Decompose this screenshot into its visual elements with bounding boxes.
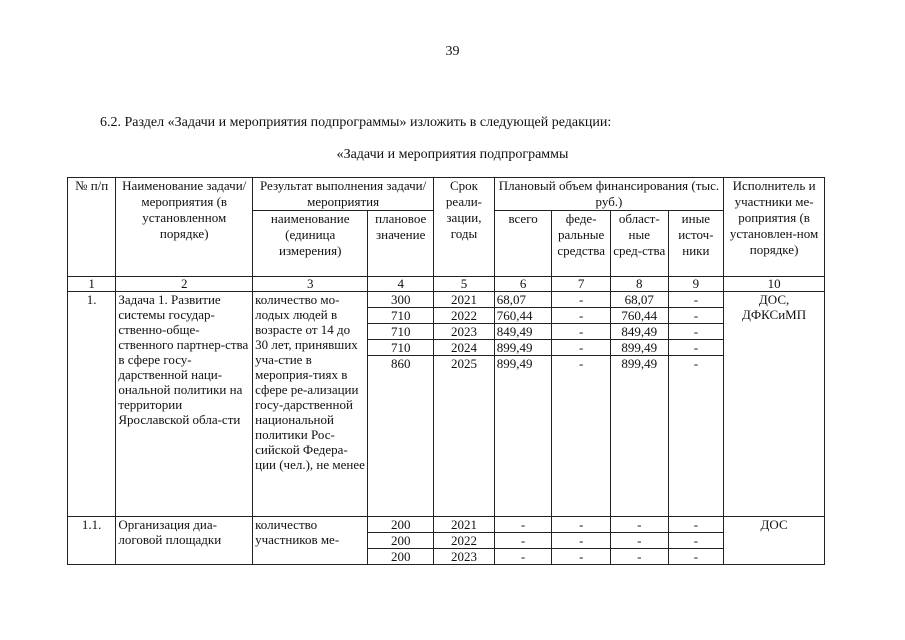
table-row — [68, 292, 825, 308]
year: 2024 — [434, 340, 495, 356]
column-number: 4 — [368, 277, 434, 292]
row-name: Задача 1. Развитие системы государ-ственно-обще-ственного партнер-ства в сфере госу-дарственной наци-ональной политики на территории Ярославской обла-сти — [116, 292, 253, 517]
fin-other: - — [668, 340, 724, 356]
fin-total: - — [494, 517, 552, 533]
header-term: Срок реали-зации, годы — [434, 178, 495, 277]
fin-regional: 760,44 — [610, 308, 668, 324]
column-number: 10 — [724, 277, 825, 292]
plan-value: 710 — [368, 324, 434, 340]
row-executor: ДОС — [724, 517, 825, 565]
fin-other: - — [668, 292, 724, 308]
header-fin-other: иные источ-ники — [668, 211, 724, 277]
fin-total: 68,07 — [494, 292, 552, 308]
row-num: 1.1. — [68, 517, 116, 565]
header-num: № п/п — [68, 178, 116, 277]
header-result-plan: плановое значение — [368, 211, 434, 277]
header-finance-group: Плановый объем финансирования (тыс. руб.) — [494, 178, 723, 211]
year: 2021 — [434, 517, 495, 533]
row-indicator: количество участников ме- — [253, 517, 368, 565]
header-executor: Исполнитель и участники ме-роприятия (в установлен-ном порядке) — [724, 178, 825, 277]
column-number: 1 — [68, 277, 116, 292]
plan-value: 710 — [368, 308, 434, 324]
column-number: 7 — [552, 277, 611, 292]
header-result-name: наименование (единица измерения) — [253, 211, 368, 277]
fin-regional: - — [610, 517, 668, 533]
fin-regional: 849,49 — [610, 324, 668, 340]
fin-federal: - — [552, 324, 611, 340]
fin-regional: 68,07 — [610, 292, 668, 308]
fin-other: - — [668, 517, 724, 533]
plan-value: 710 — [368, 340, 434, 356]
year: 2025 — [434, 356, 495, 517]
page-number: 39 — [445, 44, 460, 59]
fin-total: 899,49 — [494, 340, 552, 356]
fin-total: 849,49 — [494, 324, 552, 340]
tasks-table — [67, 177, 825, 565]
column-number: 6 — [494, 277, 552, 292]
fin-other: - — [668, 533, 724, 549]
year: 2022 — [434, 308, 495, 324]
header-fin-federal: феде-ральные средства — [552, 211, 611, 277]
year: 2021 — [434, 292, 495, 308]
column-number: 3 — [253, 277, 368, 292]
plan-value: 860 — [368, 356, 434, 517]
row-name: Организация диа-логовой площадки — [116, 517, 253, 565]
fin-regional: 899,49 — [610, 356, 668, 517]
header-result-group: Результат выполнения задачи/мероприятия — [253, 178, 434, 211]
plan-value: 300 — [368, 292, 434, 308]
column-number: 8 — [610, 277, 668, 292]
row-num: 1. — [68, 292, 116, 517]
header-fin-total: всего — [494, 211, 552, 277]
fin-other: - — [668, 356, 724, 517]
fin-federal: - — [552, 533, 611, 549]
header-name: Наименование задачи/мероприятия (в установленном порядке) — [116, 178, 253, 277]
plan-value: 200 — [368, 533, 434, 549]
fin-regional: - — [610, 549, 668, 565]
table-row — [68, 517, 825, 533]
column-numbers-row — [68, 277, 825, 292]
plan-value: 200 — [368, 549, 434, 565]
column-number: 5 — [434, 277, 495, 292]
intro-paragraph: 6.2. Раздел «Задачи и мероприятия подпрограммы» изложить в следующей редакции: — [100, 115, 612, 130]
fin-federal: - — [552, 308, 611, 324]
fin-federal: - — [552, 292, 611, 308]
fin-total: 899,49 — [494, 356, 552, 517]
row-indicator: количество мо-лодых людей в возрасте от 14 до 30 лет, принявших уча-стие в мероприя-тиях в сфере ре-ализации госу-дарственной национальной политики Рос-сийской Федера-ции (чел.), не менее — [253, 292, 368, 517]
fin-other: - — [668, 324, 724, 340]
fin-federal: - — [552, 517, 611, 533]
fin-total: - — [494, 533, 552, 549]
header-fin-regional: област-ные сред-ства — [610, 211, 668, 277]
fin-regional: - — [610, 533, 668, 549]
column-number: 9 — [668, 277, 724, 292]
table-title: «Задачи и мероприятия подпрограммы — [336, 147, 569, 162]
fin-federal: - — [552, 549, 611, 565]
year: 2023 — [434, 324, 495, 340]
fin-other: - — [668, 549, 724, 565]
plan-value: 200 — [368, 517, 434, 533]
fin-regional: 899,49 — [610, 340, 668, 356]
fin-other: - — [668, 308, 724, 324]
header-row-1 — [68, 178, 825, 211]
fin-total: - — [494, 549, 552, 565]
year: 2023 — [434, 549, 495, 565]
year: 2022 — [434, 533, 495, 549]
fin-federal: - — [552, 340, 611, 356]
row-executor: ДОС, ДФКСиМП — [724, 292, 825, 517]
fin-total: 760,44 — [494, 308, 552, 324]
column-number: 2 — [116, 277, 253, 292]
fin-federal: - — [552, 356, 611, 517]
